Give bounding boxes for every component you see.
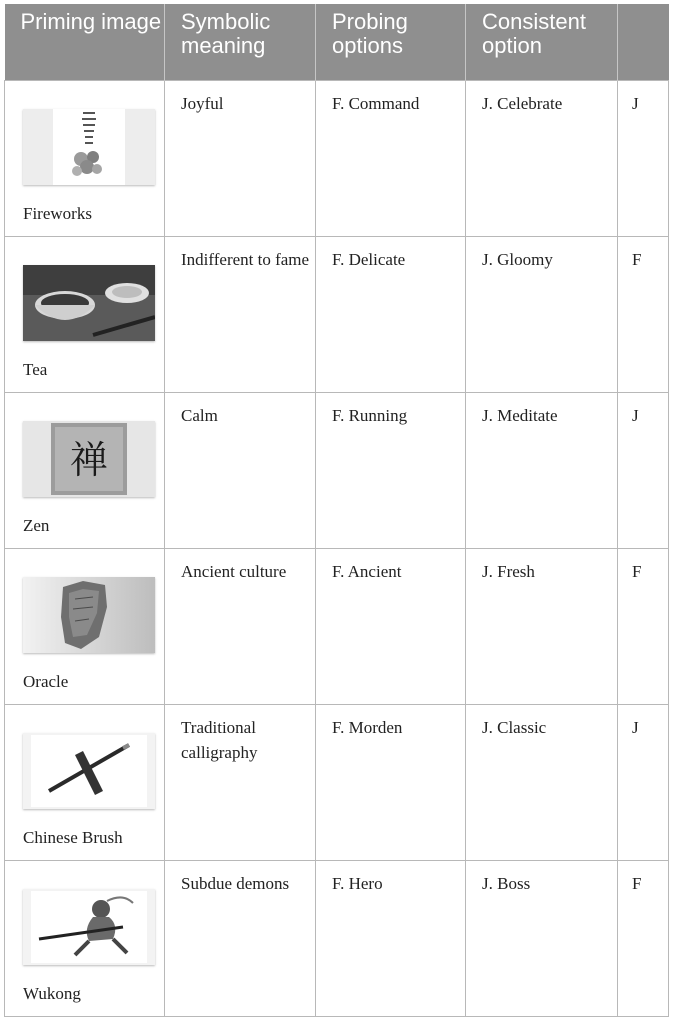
answer-cell: J — [618, 81, 669, 237]
header-priming-image: Priming image — [5, 4, 165, 81]
consistent-option-cell: J. Celebrate — [466, 81, 618, 237]
priming-image-cell — [5, 705, 165, 861]
answer-cell: J — [618, 393, 669, 549]
symbolic-meaning-cell: Calm — [165, 393, 316, 549]
oracle-image — [23, 577, 155, 653]
header-consistent-option: Consistent option — [466, 4, 618, 81]
symbolic-meaning-cell: Indifferent to fame — [165, 237, 316, 393]
header-symbolic-meaning: Symbolic meaning — [165, 4, 316, 81]
answer-cell: F — [618, 861, 669, 1017]
consistent-option-cell: J. Meditate — [466, 393, 618, 549]
zen-image — [23, 421, 155, 497]
header-probing-options: Probing options — [316, 4, 466, 81]
consistent-option-cell: J. Gloomy — [466, 237, 618, 393]
priming-image-cell — [5, 237, 165, 393]
tea-image — [23, 265, 155, 341]
probing-option-cell: F. Morden — [316, 705, 466, 861]
chinese-brush-image — [23, 733, 155, 809]
table-row — [5, 237, 669, 393]
image-caption: Zen — [23, 516, 50, 535]
table-row — [5, 705, 669, 861]
priming-image-cell — [5, 81, 165, 237]
priming-image-cell — [5, 393, 165, 549]
header-row — [5, 4, 669, 81]
priming-table — [4, 4, 669, 1017]
zen-glyph: 禅 — [69, 438, 109, 482]
table-row — [5, 393, 669, 549]
image-caption: Oracle — [23, 672, 69, 691]
probing-option-cell: F. Command — [316, 81, 466, 237]
symbolic-meaning-cell: Joyful — [165, 81, 316, 237]
consistent-option-cell: J. Fresh — [466, 549, 618, 705]
answer-cell: F — [618, 549, 669, 705]
wukong-image — [23, 889, 155, 965]
consistent-option-cell: J. Boss — [466, 861, 618, 1017]
image-caption: Chinese Brush — [23, 828, 123, 847]
priming-image-cell — [5, 861, 165, 1017]
symbolic-meaning-cell: Traditional calligraphy — [165, 705, 316, 861]
header-answer — [618, 4, 669, 81]
probing-option-cell: F. Delicate — [316, 237, 466, 393]
probing-option-cell: F. Hero — [316, 861, 466, 1017]
consistent-option-cell: J. Classic — [466, 705, 618, 861]
table-row — [5, 861, 669, 1017]
symbolic-meaning-cell: Subdue demons — [165, 861, 316, 1017]
image-caption: Tea — [23, 360, 48, 379]
priming-image-cell — [5, 549, 165, 705]
image-caption: Fireworks — [23, 204, 92, 223]
answer-cell: J — [618, 705, 669, 861]
fireworks-image — [23, 109, 155, 185]
table-row — [5, 549, 669, 705]
probing-option-cell: F. Ancient — [316, 549, 466, 705]
probing-option-cell: F. Running — [316, 393, 466, 549]
table-row — [5, 81, 669, 237]
symbolic-meaning-cell: Ancient culture — [165, 549, 316, 705]
answer-cell: F — [618, 237, 669, 393]
image-caption: Wukong — [23, 984, 81, 1003]
